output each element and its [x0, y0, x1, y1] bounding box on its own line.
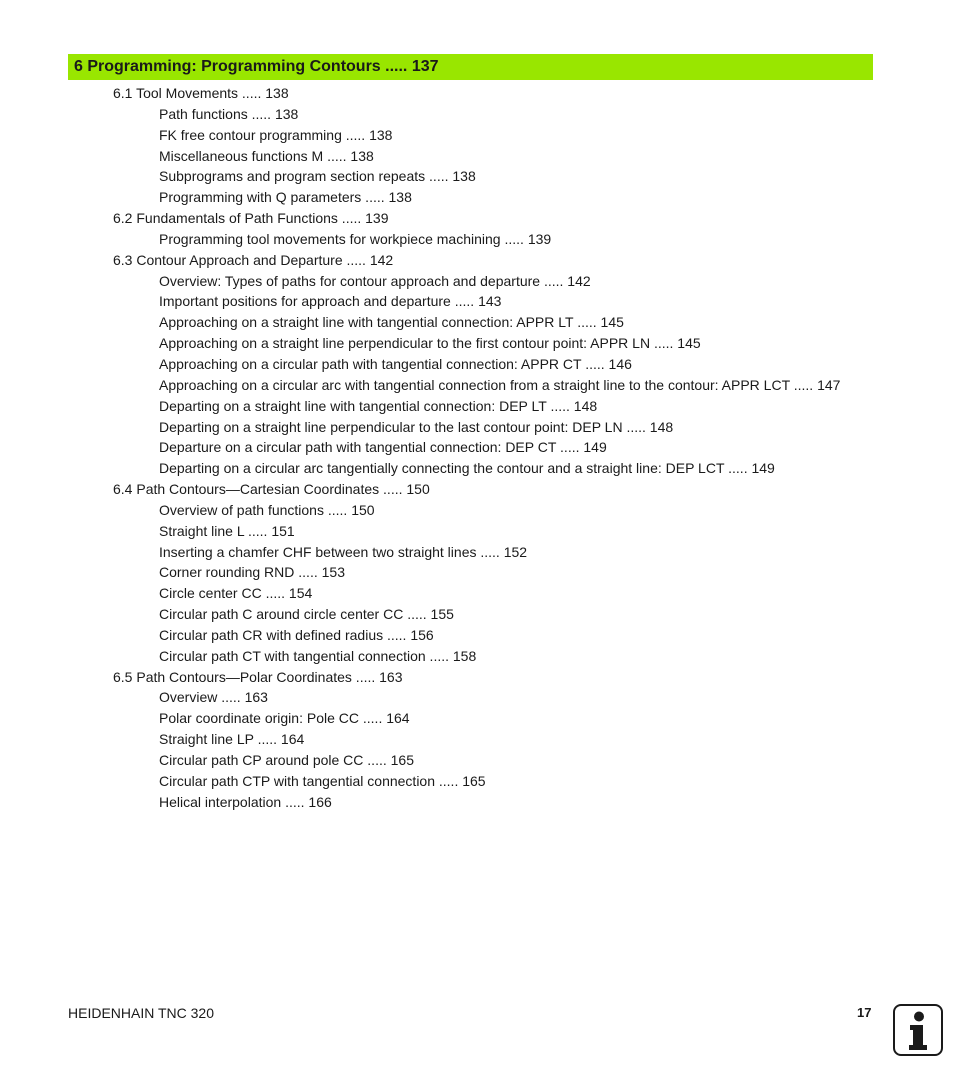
table-of-contents: [0, 83, 954, 813]
toc-subsection-entry[interactable]: Inserting a chamfer CHF between two straight lines ..... 152: [159, 543, 528, 560]
toc-subsection-entry[interactable]: Programming tool movements for workpiece machining ..... 139: [159, 230, 552, 247]
toc-subsection-entry[interactable]: Departing on a straight line with tangential connection: DEP LT ..... 148: [159, 397, 598, 414]
toc-subsection-entry[interactable]: Circular path CTP with tangential connection ..... 165: [159, 772, 486, 789]
info-icon: [893, 1004, 943, 1056]
toc-subsection-entry[interactable]: Departing on a circular arc tangentially connecting the contour and a straight line: DEP LCT ..... 149: [159, 460, 775, 477]
toc-subsection-entry[interactable]: Circular path CT with tangential connection ..... 158: [159, 647, 477, 664]
toc-section-entry[interactable]: 6.4 Path Contours—Cartesian Coordinates ..... 150: [113, 481, 430, 498]
toc-subsection-entry[interactable]: Overview: Types of paths for contour approach and departure ..... 142: [159, 272, 591, 289]
footer-product-name: HEIDENHAIN TNC 320: [68, 1005, 215, 1021]
toc-subsection-entry[interactable]: Circular path CR with defined radius ..... 156: [159, 626, 434, 643]
toc-subsection-entry[interactable]: Overview of path functions ..... 150: [159, 501, 375, 518]
toc-subsection-entry[interactable]: Departure on a circular path with tangential connection: DEP CT ..... 149: [159, 439, 607, 456]
toc-subsection-entry[interactable]: Overview ..... 163: [159, 689, 268, 706]
toc-subsection-entry[interactable]: Departing on a straight line perpendicular to the last contour point: DEP LN ..... 148: [159, 418, 674, 435]
toc-subsection-entry[interactable]: Helical interpolation ..... 166: [159, 793, 332, 810]
toc-subsection-entry[interactable]: Straight line LP ..... 164: [159, 731, 305, 748]
chapter-heading: 6 Programming: Programming Contours ..... 137: [68, 54, 873, 80]
toc-subsection-entry[interactable]: Circular path C around circle center CC ..... 155: [159, 606, 454, 623]
toc-subsection-entry[interactable]: Important positions for approach and departure ..... 143: [159, 293, 502, 310]
toc-section-entry[interactable]: 6.3 Contour Approach and Departure ..... 142: [113, 251, 394, 268]
toc-subsection-entry[interactable]: Circle center CC ..... 154: [159, 585, 313, 602]
toc-section-entry[interactable]: 6.2 Fundamentals of Path Functions ..... 139: [113, 210, 389, 227]
toc-subsection-entry[interactable]: FK free contour programming ..... 138: [159, 126, 393, 143]
toc-subsection-entry[interactable]: Subprograms and program section repeats ..... 138: [159, 168, 476, 185]
toc-subsection-entry[interactable]: Approaching on a straight line with tangential connection: APPR LT ..... 145: [159, 314, 624, 331]
page-number: 17: [857, 1005, 872, 1020]
toc-subsection-entry[interactable]: Corner rounding RND ..... 153: [159, 564, 345, 581]
toc-subsection-entry[interactable]: Approaching on a circular path with tangential connection: APPR CT ..... 146: [159, 355, 632, 372]
toc-subsection-entry[interactable]: Miscellaneous functions M ..... 138: [159, 147, 374, 164]
toc-subsection-entry[interactable]: Approaching on a straight line perpendicular to the first contour point: APPR LN ..... 145: [159, 335, 701, 352]
toc-section-entry[interactable]: 6.5 Path Contours—Polar Coordinates ..... 163: [113, 668, 403, 685]
toc-subsection-entry[interactable]: Path functions ..... 138: [159, 105, 299, 122]
toc-subsection-entry[interactable]: Polar coordinate origin: Pole CC ..... 164: [159, 710, 410, 727]
toc-subsection-entry[interactable]: Programming with Q parameters ..... 138: [159, 189, 412, 206]
toc-subsection-entry[interactable]: Approaching on a circular arc with tangential connection from a straight line to the contour: APPR LCT ..... 147: [159, 376, 841, 393]
toc-subsection-entry[interactable]: Straight line L ..... 151: [159, 522, 295, 539]
toc-section-entry[interactable]: 6.1 Tool Movements ..... 138: [113, 85, 289, 101]
toc-subsection-entry[interactable]: Circular path CP around pole CC ..... 165: [159, 752, 414, 768]
